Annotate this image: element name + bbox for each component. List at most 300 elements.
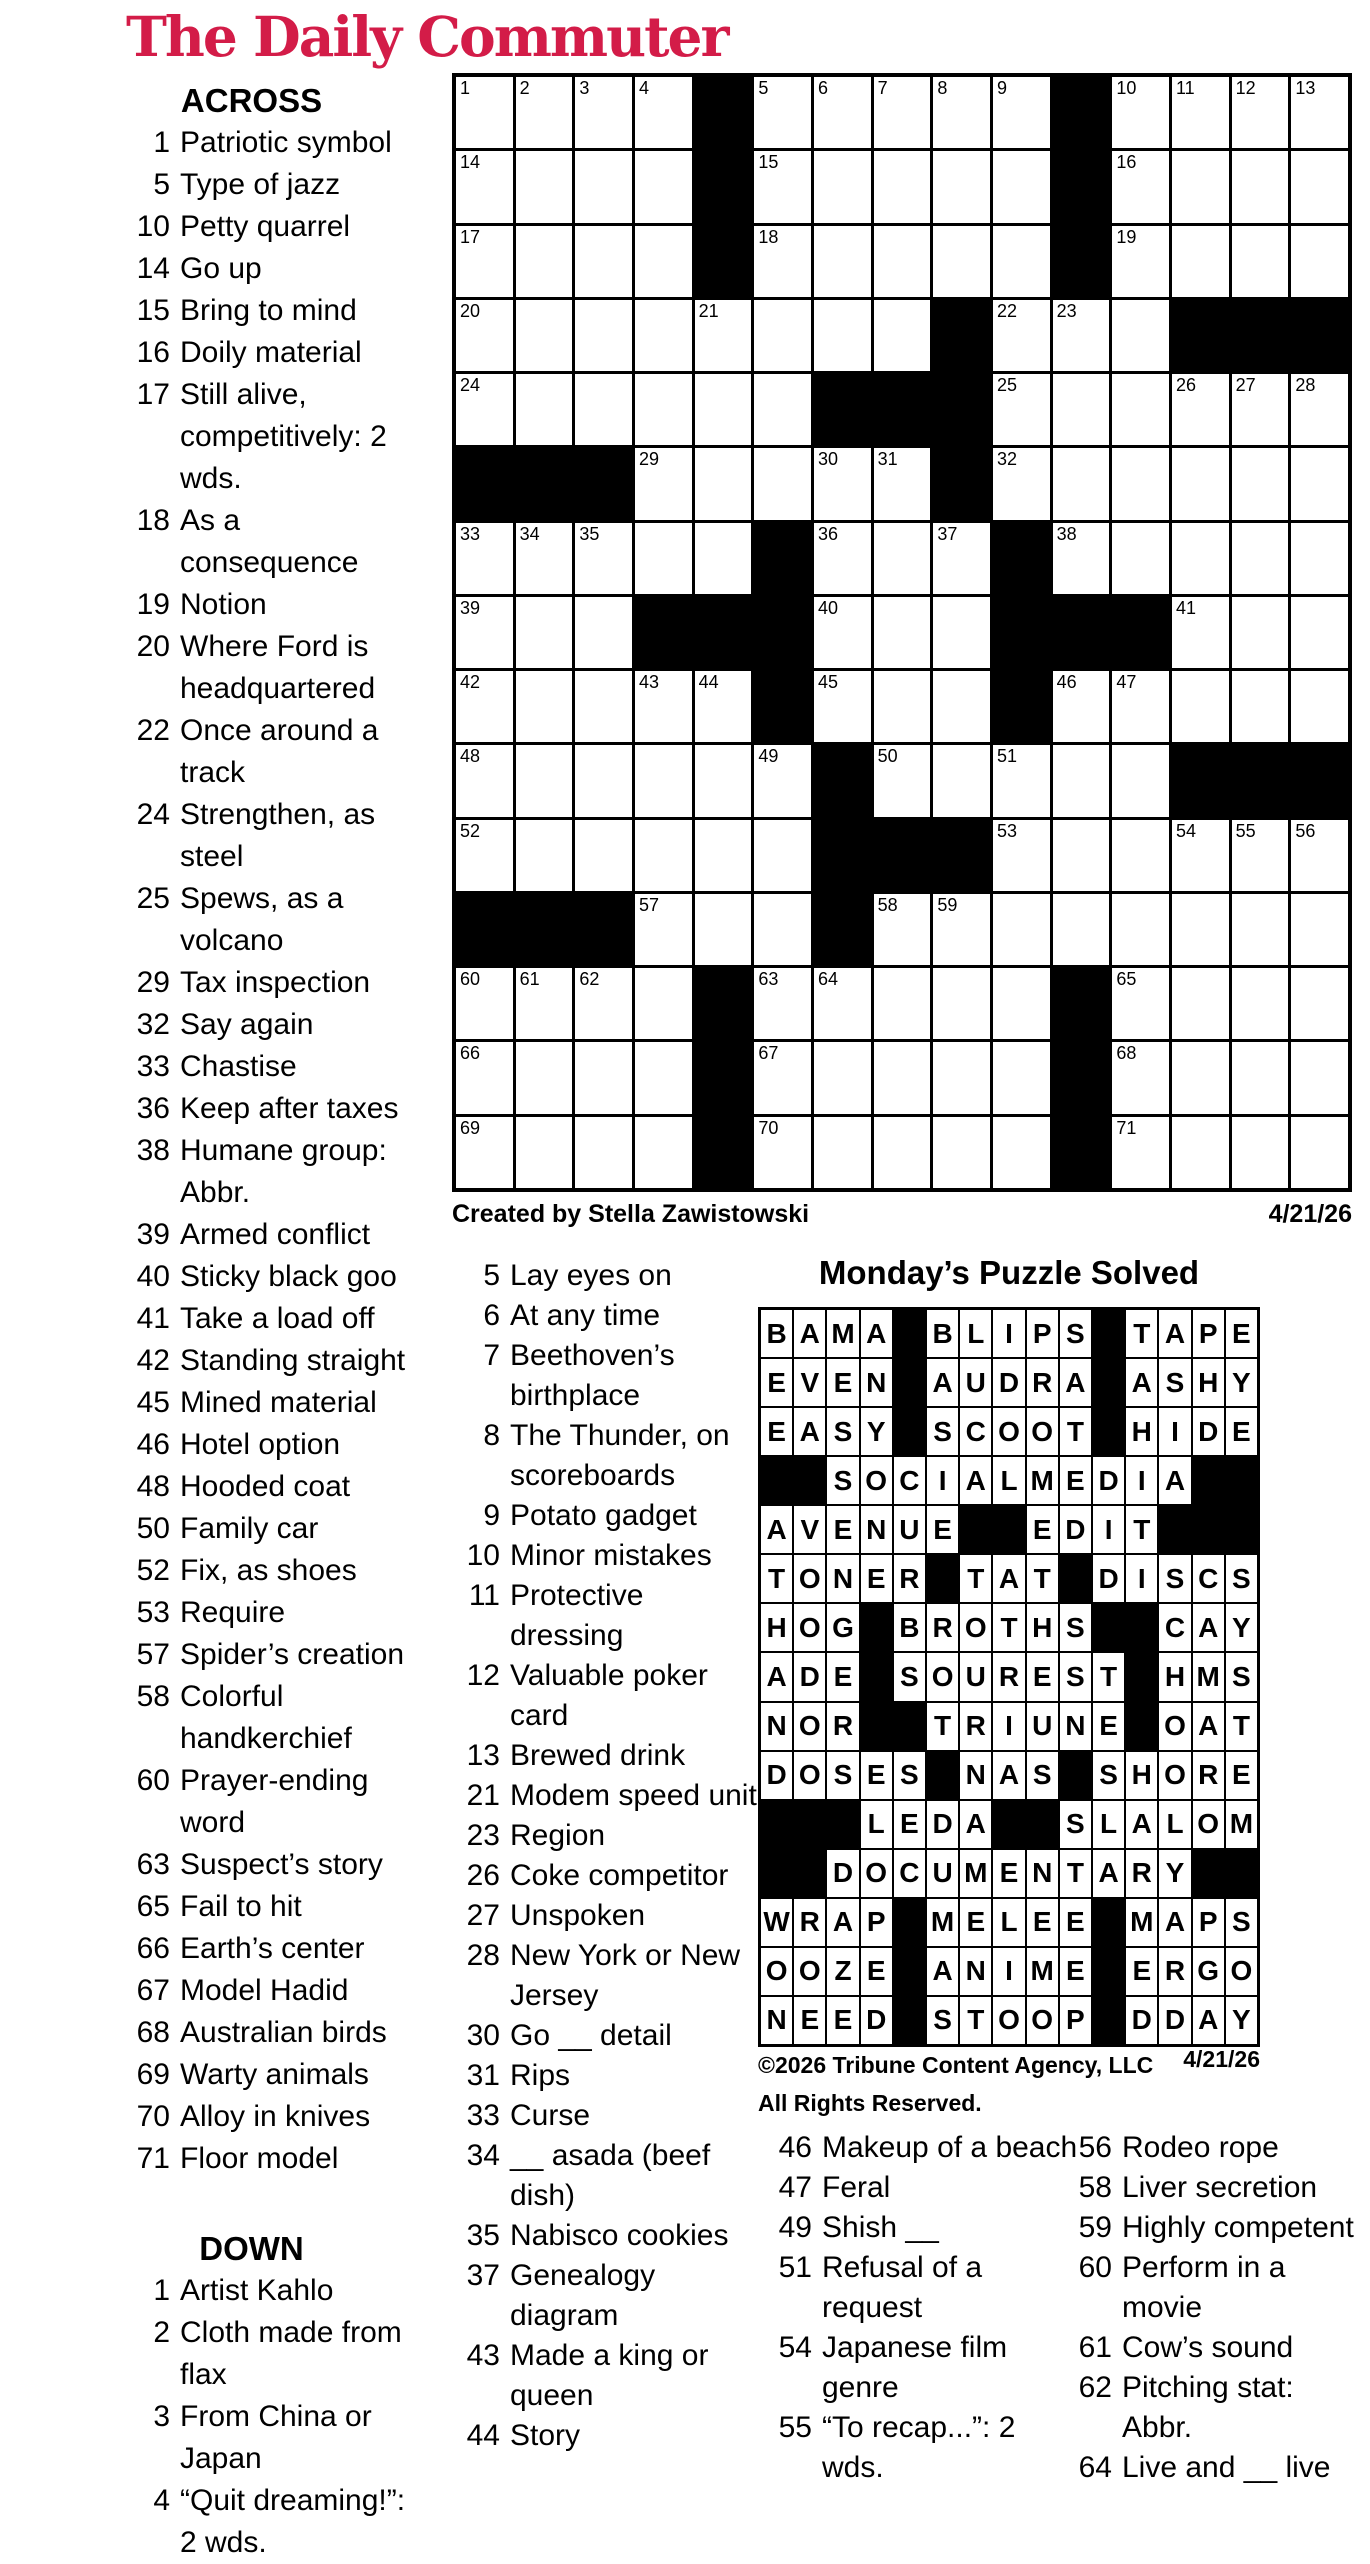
grid-cell[interactable]	[575, 77, 632, 148]
grid-cell[interactable]	[1291, 671, 1348, 742]
grid-cell[interactable]	[456, 226, 513, 297]
grid-cell[interactable]	[1232, 968, 1289, 1039]
grid-cell[interactable]	[575, 745, 632, 816]
solved-cell-letter: O	[993, 1408, 1024, 1455]
cell-number: 50	[877, 746, 898, 767]
grid-cell[interactable]	[933, 523, 990, 594]
solved-cell-letter: O	[794, 1703, 825, 1750]
solved-cell-letter: D	[827, 1850, 858, 1897]
grid-cell[interactable]	[1232, 894, 1289, 965]
grid-cell[interactable]	[695, 671, 752, 742]
solved-cell-letter: C	[894, 1457, 925, 1504]
solved-cell-letter: E	[1093, 1703, 1124, 1750]
grid-cell[interactable]	[516, 151, 573, 222]
grid-cell[interactable]	[814, 523, 871, 594]
grid-cell[interactable]	[1232, 1117, 1289, 1188]
cell-number: 28	[1295, 375, 1316, 396]
solved-cell-letter: O	[1159, 1703, 1190, 1750]
cell-number: 27	[1235, 375, 1256, 396]
grid-cell[interactable]	[1112, 671, 1169, 742]
grid-cell[interactable]	[1291, 523, 1348, 594]
grid-cell[interactable]	[635, 820, 692, 891]
grid-cell[interactable]	[1172, 226, 1229, 297]
grid-cell[interactable]	[635, 226, 692, 297]
grid-cell[interactable]	[456, 671, 513, 742]
solved-cell-letter: O	[1193, 1801, 1224, 1848]
grid-cell[interactable]	[1172, 968, 1229, 1039]
grid-cell[interactable]	[874, 745, 931, 816]
grid-cell[interactable]	[874, 894, 931, 965]
grid-cell[interactable]	[516, 745, 573, 816]
grid-cell[interactable]	[933, 151, 990, 222]
grid-cell[interactable]	[1172, 448, 1229, 519]
solved-cell-letter: R	[1027, 1359, 1058, 1406]
grid-cell[interactable]	[1232, 1042, 1289, 1113]
grid-cell[interactable]	[516, 820, 573, 891]
clue-text: Highly competent	[1122, 2211, 1354, 2244]
clue-item	[440, 2336, 765, 2416]
cell-number: 18	[758, 226, 779, 247]
grid-cell[interactable]	[754, 1117, 811, 1188]
solved-cell-letter: B	[761, 1310, 792, 1357]
grid-cell[interactable]	[933, 77, 990, 148]
grid-cell[interactable]	[575, 523, 632, 594]
solved-cell-letter: E	[761, 1408, 792, 1455]
grid-cell[interactable]	[456, 820, 513, 891]
grid-cell[interactable]	[635, 374, 692, 445]
grid-cell[interactable]	[575, 968, 632, 1039]
grid-cell[interactable]	[516, 374, 573, 445]
grid-cell[interactable]	[456, 968, 513, 1039]
clue-number: 12	[466, 1659, 500, 1692]
grid-cell[interactable]	[1232, 448, 1289, 519]
grid-cell[interactable]	[456, 523, 513, 594]
clue-number: 70	[136, 2100, 170, 2133]
grid-cell-black	[933, 300, 990, 371]
grid-cell[interactable]	[516, 597, 573, 668]
grid-cell[interactable]	[1291, 77, 1348, 148]
clue-text: Where Ford is headquartered	[180, 630, 376, 705]
grid-cell[interactable]	[1291, 597, 1348, 668]
clue-item	[85, 2138, 418, 2180]
grid-cell[interactable]	[754, 77, 811, 148]
clue-text: Sticky black goo	[180, 1260, 397, 1293]
grid-cell[interactable]	[1172, 523, 1229, 594]
grid-cell[interactable]	[1291, 968, 1348, 1039]
cell-number: 68	[1116, 1043, 1137, 1064]
grid-cell[interactable]	[993, 1042, 1050, 1113]
grid-cell[interactable]	[874, 226, 931, 297]
clue-text: Prayer-ending word	[180, 1764, 369, 1839]
grid-cell[interactable]	[1112, 300, 1169, 371]
solved-cell-letter: P	[1193, 1899, 1224, 1946]
grid-cell[interactable]	[993, 448, 1050, 519]
grid-cell[interactable]	[635, 968, 692, 1039]
clue-item	[440, 1256, 765, 1296]
grid-cell[interactable]	[695, 894, 752, 965]
solved-cell-letter: L	[861, 1801, 892, 1848]
grid-cell[interactable]	[575, 151, 632, 222]
grid-cell[interactable]	[516, 1117, 573, 1188]
grid-cell[interactable]	[993, 745, 1050, 816]
grid-cell[interactable]	[814, 300, 871, 371]
cell-number: 43	[639, 672, 660, 693]
grid-cell[interactable]	[456, 1042, 513, 1113]
grid-cell[interactable]	[814, 448, 871, 519]
clue-item	[440, 1856, 765, 1896]
solved-cell-black	[1193, 1506, 1224, 1553]
solved-cell-letter: M	[1027, 1948, 1058, 1995]
clue-item	[85, 1214, 418, 1256]
solved-cell-letter: U	[960, 1359, 991, 1406]
grid-cell[interactable]	[754, 820, 811, 891]
grid-cell[interactable]	[1112, 1117, 1169, 1188]
grid-cell[interactable]	[516, 77, 573, 148]
clue-item	[85, 164, 418, 206]
grid-cell[interactable]	[1112, 226, 1169, 297]
grid-cell[interactable]	[814, 226, 871, 297]
grid-cell[interactable]	[933, 1117, 990, 1188]
clue-item	[85, 500, 418, 584]
grid-cell[interactable]	[1112, 820, 1169, 891]
grid-cell[interactable]	[933, 671, 990, 742]
grid-cell-black	[1291, 745, 1348, 816]
grid-cell[interactable]	[993, 894, 1050, 965]
solved-cell-letter: E	[827, 1359, 858, 1406]
grid-cell[interactable]	[933, 968, 990, 1039]
grid-cell[interactable]	[575, 597, 632, 668]
grid-cell[interactable]	[1172, 374, 1229, 445]
solved-cell-letter: T	[927, 1703, 958, 1750]
grid-cell[interactable]	[456, 374, 513, 445]
grid-cell[interactable]	[874, 151, 931, 222]
grid-cell[interactable]	[874, 1042, 931, 1113]
solved-cell-letter: S	[1060, 1801, 1091, 1848]
grid-cell[interactable]	[516, 300, 573, 371]
grid-cell[interactable]	[1291, 1042, 1348, 1113]
clue-text: Notion	[180, 588, 267, 621]
solved-cell-letter: M	[960, 1850, 991, 1897]
clue-text: Bring to mind	[180, 294, 357, 327]
solved-cell-letter: T	[960, 1997, 991, 2044]
clue-number: 31	[466, 2059, 500, 2092]
grid-cell[interactable]	[1172, 894, 1229, 965]
grid-cell[interactable]	[1291, 820, 1348, 891]
solved-cell-letter: R	[993, 1653, 1024, 1700]
grid-cell[interactable]	[695, 300, 752, 371]
grid-cell[interactable]	[754, 1042, 811, 1113]
grid-cell[interactable]	[874, 1117, 931, 1188]
grid-cell[interactable]	[575, 1042, 632, 1113]
cell-number: 31	[877, 449, 898, 470]
cell-number: 3	[579, 78, 590, 98]
grid-cell[interactable]	[516, 968, 573, 1039]
grid-cell[interactable]	[575, 226, 632, 297]
grid-cell[interactable]	[993, 968, 1050, 1039]
clue-item	[752, 2128, 1082, 2168]
solved-cell-letter: S	[1159, 1359, 1190, 1406]
grid-cell[interactable]	[993, 820, 1050, 891]
grid-cell[interactable]	[575, 671, 632, 742]
cell-number: 60	[460, 969, 481, 990]
solved-cell-letter: O	[1226, 1948, 1257, 1995]
grid-cell[interactable]	[933, 894, 990, 965]
grid-cell[interactable]	[1172, 1117, 1229, 1188]
grid-cell-black	[1053, 968, 1110, 1039]
clue-item	[440, 1816, 765, 1856]
cell-number: 56	[1295, 820, 1316, 841]
clue-number: 8	[483, 1419, 500, 1452]
grid-cell[interactable]	[1053, 523, 1110, 594]
grid-cell[interactable]	[1291, 894, 1348, 965]
grid-cell[interactable]	[1291, 374, 1348, 445]
clue-text: Earth’s center	[180, 1932, 365, 1965]
clue-item	[440, 2416, 765, 2456]
clue-number: 17	[136, 378, 170, 411]
grid-cell[interactable]	[695, 448, 752, 519]
solved-cell-letter: T	[960, 1555, 991, 1602]
grid-cell-black	[814, 374, 871, 445]
clue-item	[440, 1656, 765, 1736]
clue-item	[440, 1576, 765, 1656]
grid-cell[interactable]	[635, 448, 692, 519]
solved-cell-letter: I	[993, 1948, 1024, 1995]
grid-cell[interactable]	[575, 1117, 632, 1188]
clue-number: 42	[136, 1344, 170, 1377]
grid-cell[interactable]	[635, 671, 692, 742]
grid-cell[interactable]	[635, 745, 692, 816]
grid-cell[interactable]	[695, 523, 752, 594]
grid-cell[interactable]	[635, 151, 692, 222]
grid-cell[interactable]	[754, 300, 811, 371]
grid-cell[interactable]	[814, 151, 871, 222]
solved-cell-letter: A	[794, 1310, 825, 1357]
grid-cell-black	[874, 374, 931, 445]
clue-number: 9	[483, 1499, 500, 1532]
grid-cell[interactable]	[993, 226, 1050, 297]
solved-cell-black	[894, 1948, 925, 1995]
grid-cell[interactable]	[754, 968, 811, 1039]
grid-cell[interactable]	[814, 1117, 871, 1188]
grid-cell[interactable]	[933, 745, 990, 816]
grid-cell-black	[754, 671, 811, 742]
grid-cell[interactable]	[933, 1042, 990, 1113]
grid-cell[interactable]	[754, 374, 811, 445]
grid-cell[interactable]	[754, 745, 811, 816]
grid-cell[interactable]	[754, 894, 811, 965]
solved-cell-black	[861, 1703, 892, 1750]
down-clue-column-3	[752, 2128, 1082, 2488]
grid-cell[interactable]	[814, 968, 871, 1039]
grid-cell[interactable]	[516, 1042, 573, 1113]
grid-cell[interactable]	[1232, 671, 1289, 742]
grid-cell[interactable]	[993, 1117, 1050, 1188]
grid-cell[interactable]	[874, 300, 931, 371]
grid-cell[interactable]	[1232, 226, 1289, 297]
grid-cell[interactable]	[1172, 820, 1229, 891]
grid-cell-black	[874, 820, 931, 891]
grid-cell[interactable]	[635, 1117, 692, 1188]
down-clue-column-4	[1052, 2128, 1370, 2488]
grid-cell[interactable]	[456, 1117, 513, 1188]
grid-cell[interactable]	[456, 300, 513, 371]
grid-cell[interactable]	[1172, 671, 1229, 742]
grid-cell[interactable]	[575, 300, 632, 371]
grid-cell[interactable]	[814, 671, 871, 742]
grid-cell-black	[695, 1117, 752, 1188]
grid-cell-black	[814, 894, 871, 965]
grid-cell-black	[814, 745, 871, 816]
solved-cell-letter: D	[1093, 1555, 1124, 1602]
grid-cell[interactable]	[575, 374, 632, 445]
grid-cell[interactable]	[993, 77, 1050, 148]
grid-cell[interactable]	[635, 523, 692, 594]
grid-cell[interactable]	[516, 671, 573, 742]
grid-cell[interactable]	[695, 745, 752, 816]
down-clue-column-2	[440, 1256, 765, 2456]
grid-cell[interactable]	[1232, 523, 1289, 594]
grid-cell[interactable]	[1172, 597, 1229, 668]
grid-cell[interactable]	[635, 894, 692, 965]
grid-cell[interactable]	[1232, 597, 1289, 668]
grid-cell-black	[1172, 300, 1229, 371]
cell-number: 23	[1056, 300, 1077, 321]
grid-cell-black	[1053, 1042, 1110, 1113]
clue-item	[1052, 2248, 1370, 2328]
grid-cell[interactable]	[1053, 374, 1110, 445]
solved-cell-letter: E	[894, 1801, 925, 1848]
solved-cell-letter: N	[761, 1997, 792, 2044]
crossword-grid[interactable]	[452, 73, 1352, 1192]
grid-cell[interactable]	[874, 448, 931, 519]
grid-cell[interactable]	[1232, 77, 1289, 148]
cell-number: 45	[818, 672, 839, 693]
clue-item	[85, 1508, 418, 1550]
grid-cell[interactable]	[874, 597, 931, 668]
grid-cell[interactable]	[993, 374, 1050, 445]
grid-cell[interactable]	[635, 300, 692, 371]
solved-cell-black	[894, 1997, 925, 2044]
solved-cell-black	[927, 1752, 958, 1799]
grid-cell[interactable]	[933, 226, 990, 297]
solved-cell-letter: V	[794, 1359, 825, 1406]
grid-cell[interactable]	[1172, 1042, 1229, 1113]
clue-number: 1	[153, 2274, 170, 2307]
grid-cell[interactable]	[1291, 226, 1348, 297]
grid-cell[interactable]	[814, 77, 871, 148]
grid-cell[interactable]	[1291, 151, 1348, 222]
grid-cell[interactable]	[456, 597, 513, 668]
grid-cell[interactable]	[754, 226, 811, 297]
solved-cell-letter: S	[827, 1408, 858, 1455]
grid-cell[interactable]	[1232, 151, 1289, 222]
grid-cell[interactable]	[1053, 820, 1110, 891]
grid-cell[interactable]	[1053, 745, 1110, 816]
down-clue-list-4	[1052, 2128, 1370, 2488]
grid-cell[interactable]	[1053, 894, 1110, 965]
clue-number: 19	[136, 588, 170, 621]
clue-text: Fix, as shoes	[180, 1554, 357, 1587]
solved-cell-letter: S	[894, 1653, 925, 1700]
solved-cell-letter: Y	[1226, 1997, 1257, 2044]
grid-cell[interactable]	[814, 1042, 871, 1113]
grid-cell[interactable]	[874, 671, 931, 742]
grid-cell[interactable]	[456, 745, 513, 816]
grid-cell[interactable]	[1112, 968, 1169, 1039]
grid-cell[interactable]	[1112, 523, 1169, 594]
grid-cell[interactable]	[814, 597, 871, 668]
grid-cell[interactable]	[1053, 448, 1110, 519]
grid-cell[interactable]	[874, 523, 931, 594]
grid-cell[interactable]	[754, 151, 811, 222]
grid-cell[interactable]	[1112, 745, 1169, 816]
grid-cell-black	[933, 374, 990, 445]
grid-cell[interactable]	[1232, 374, 1289, 445]
clue-item	[85, 1088, 418, 1130]
grid-cell[interactable]	[1112, 894, 1169, 965]
grid-cell[interactable]	[456, 77, 513, 148]
grid-cell[interactable]	[1291, 448, 1348, 519]
cell-number: 1	[460, 78, 471, 98]
cell-number: 24	[460, 375, 481, 396]
grid-cell[interactable]	[695, 374, 752, 445]
solved-cell-letter: R	[927, 1604, 958, 1651]
solved-cell-letter: A	[1159, 1457, 1190, 1504]
grid-cell[interactable]	[993, 151, 1050, 222]
clue-item	[440, 2256, 765, 2336]
clue-text: Minor mistakes	[510, 1539, 712, 1572]
solved-crossword-grid	[758, 1307, 1260, 2047]
grid-cell[interactable]	[1112, 77, 1169, 148]
grid-cell-black	[933, 448, 990, 519]
grid-cell[interactable]	[1172, 151, 1229, 222]
clue-text: Cow’s sound	[1122, 2331, 1294, 2364]
grid-cell[interactable]	[1172, 77, 1229, 148]
solved-cell-letter: N	[761, 1703, 792, 1750]
grid-cell[interactable]	[754, 448, 811, 519]
grid-cell[interactable]	[695, 820, 752, 891]
grid-cell[interactable]	[1112, 448, 1169, 519]
solved-cell-letter: O	[960, 1604, 991, 1651]
grid-cell[interactable]	[516, 226, 573, 297]
grid-cell[interactable]	[874, 968, 931, 1039]
grid-cell[interactable]	[516, 523, 573, 594]
cell-number: 46	[1056, 672, 1077, 693]
solved-cell-letter: E	[1060, 1948, 1091, 1995]
solved-cell-letter: D	[1159, 1997, 1190, 2044]
grid-cell[interactable]	[1232, 820, 1289, 891]
grid-cell[interactable]	[993, 300, 1050, 371]
grid-cell[interactable]	[1053, 671, 1110, 742]
solved-cell-letter: L	[1093, 1801, 1124, 1848]
grid-cell[interactable]	[1053, 300, 1110, 371]
grid-cell[interactable]	[575, 820, 632, 891]
byline: Created by Stella Zawistowski	[452, 1200, 810, 1228]
grid-cell[interactable]	[933, 597, 990, 668]
clue-text: New York or New Jersey	[510, 1939, 741, 2012]
grid-cell[interactable]	[1112, 151, 1169, 222]
clue-item	[85, 1970, 418, 2012]
grid-cell[interactable]	[635, 1042, 692, 1113]
grid-cell[interactable]	[456, 151, 513, 222]
grid-cell[interactable]	[635, 77, 692, 148]
grid-cell[interactable]	[874, 77, 931, 148]
clue-number: 33	[136, 1050, 170, 1083]
solved-cell-letter: R	[960, 1703, 991, 1750]
grid-cell[interactable]	[1291, 1117, 1348, 1188]
grid-cell[interactable]	[1112, 1042, 1169, 1113]
grid-cell[interactable]	[1112, 374, 1169, 445]
